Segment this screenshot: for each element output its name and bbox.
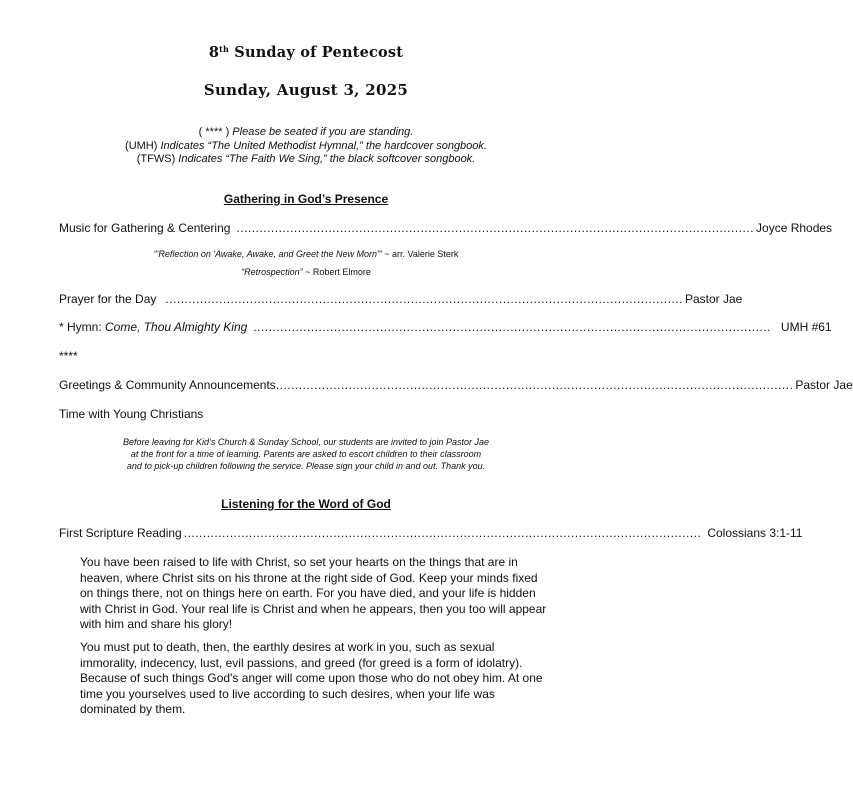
- item-leader: Pastor Jae: [795, 378, 853, 392]
- service-date: Sunday, August 3, 2025: [203, 81, 409, 99]
- leader-dots: .......................................................................................................................................: [275, 378, 794, 392]
- item-greetings: [59, 378, 853, 392]
- item-first-reading: [59, 526, 803, 540]
- title-rest: Sunday of Pentecost: [234, 44, 404, 61]
- piece-title: “Retrospection”: [241, 267, 306, 277]
- item-label: First Scripture Reading: [59, 526, 182, 540]
- section-heading-gathering: Gathering in God’s Presence: [223, 192, 389, 206]
- leader-dots: .......................................................................................................................................: [253, 320, 771, 334]
- item-young-christians: Time with Young Christians: [59, 407, 204, 421]
- section-heading-listening: Listening for the Word of God: [221, 497, 391, 511]
- item-label: * Hymn: Come, Thou Almighty King: [59, 320, 248, 334]
- title-ordinal-number: 8: [208, 44, 220, 61]
- scripture-reference: Colossians 3:1-11: [707, 526, 803, 540]
- young-christians-note: Before leaving for Kid’s Church & Sunday School, our students are invited to join Pastor Jae at the front for a time of learning. Parents are asked to escort children to their classroom and to pick-up children following the service. Please sign your child in and out. Thank you.: [122, 437, 490, 471]
- item-leader: Joyce Rhodes: [756, 221, 833, 235]
- leader-dots: .......................................................................................................................................: [236, 221, 755, 235]
- item-hymn: [59, 320, 832, 334]
- item-label: Prayer for the Day: [59, 292, 157, 306]
- service-title: [0, 44, 612, 61]
- legend-line-tfws: (TFWS) Indicates “The Faith We Sing,” the black softcover songbook.: [136, 153, 476, 165]
- item-leader: Pastor Jae: [684, 292, 743, 306]
- piece-credit: ~ Robert Elmore: [305, 267, 371, 277]
- leader-dots: .......................................................................................................................................: [183, 526, 702, 540]
- scripture-paragraph-1: You have been raised to life with Christ, so set your hearts on the things that are in heaven, where Christ sits on his throne at the right side of God. Keep your minds fixed on things there, not on things here on earth. For you have died, and your life is hidden with Christ in God. Your real life is Christ and when he appears, then you too will appear with him and share his glory!: [80, 555, 547, 632]
- hymn-title: Come, Thou Almighty King: [105, 320, 248, 334]
- legend-line-umh: (UMH) Indicates “The United Methodist Hymnal,” the hardcover songbook.: [125, 139, 487, 152]
- scripture-paragraph-2: You must put to death, then, the earthly desires at work in you, such as sexual immorality, indecency, lust, evil passions, and greed (for greed is a form of idolatry). Because of such things God's anger will come upon those who do not obey him. At one time you yourselves used to live according to such desires, when your life was dominated by them.: [80, 640, 543, 717]
- legend-line-seated: ( **** ) Please be seated if you are standing.: [198, 126, 414, 138]
- piece-title: “'Reflection on 'Awake, Awake, and Greet the New Morn'”: [153, 249, 385, 259]
- music-piece-1: [0, 249, 612, 259]
- piece-credit: ~ arr. Valerie Sterk: [384, 249, 459, 259]
- music-piece-2: [0, 267, 612, 277]
- item-prayer: [59, 292, 743, 306]
- item-label: Music for Gathering & Centering: [59, 221, 231, 235]
- legend: [0, 126, 612, 167]
- leader-dots: .......................................................................................................................................: [165, 292, 683, 306]
- item-label: Greetings & Community Announcements: [59, 378, 276, 392]
- hymn-number: UMH #61: [780, 320, 832, 334]
- stand-marker: ****: [59, 349, 78, 363]
- item-music-gathering: [59, 221, 833, 235]
- title-ordinal-suffix: th: [219, 44, 230, 54]
